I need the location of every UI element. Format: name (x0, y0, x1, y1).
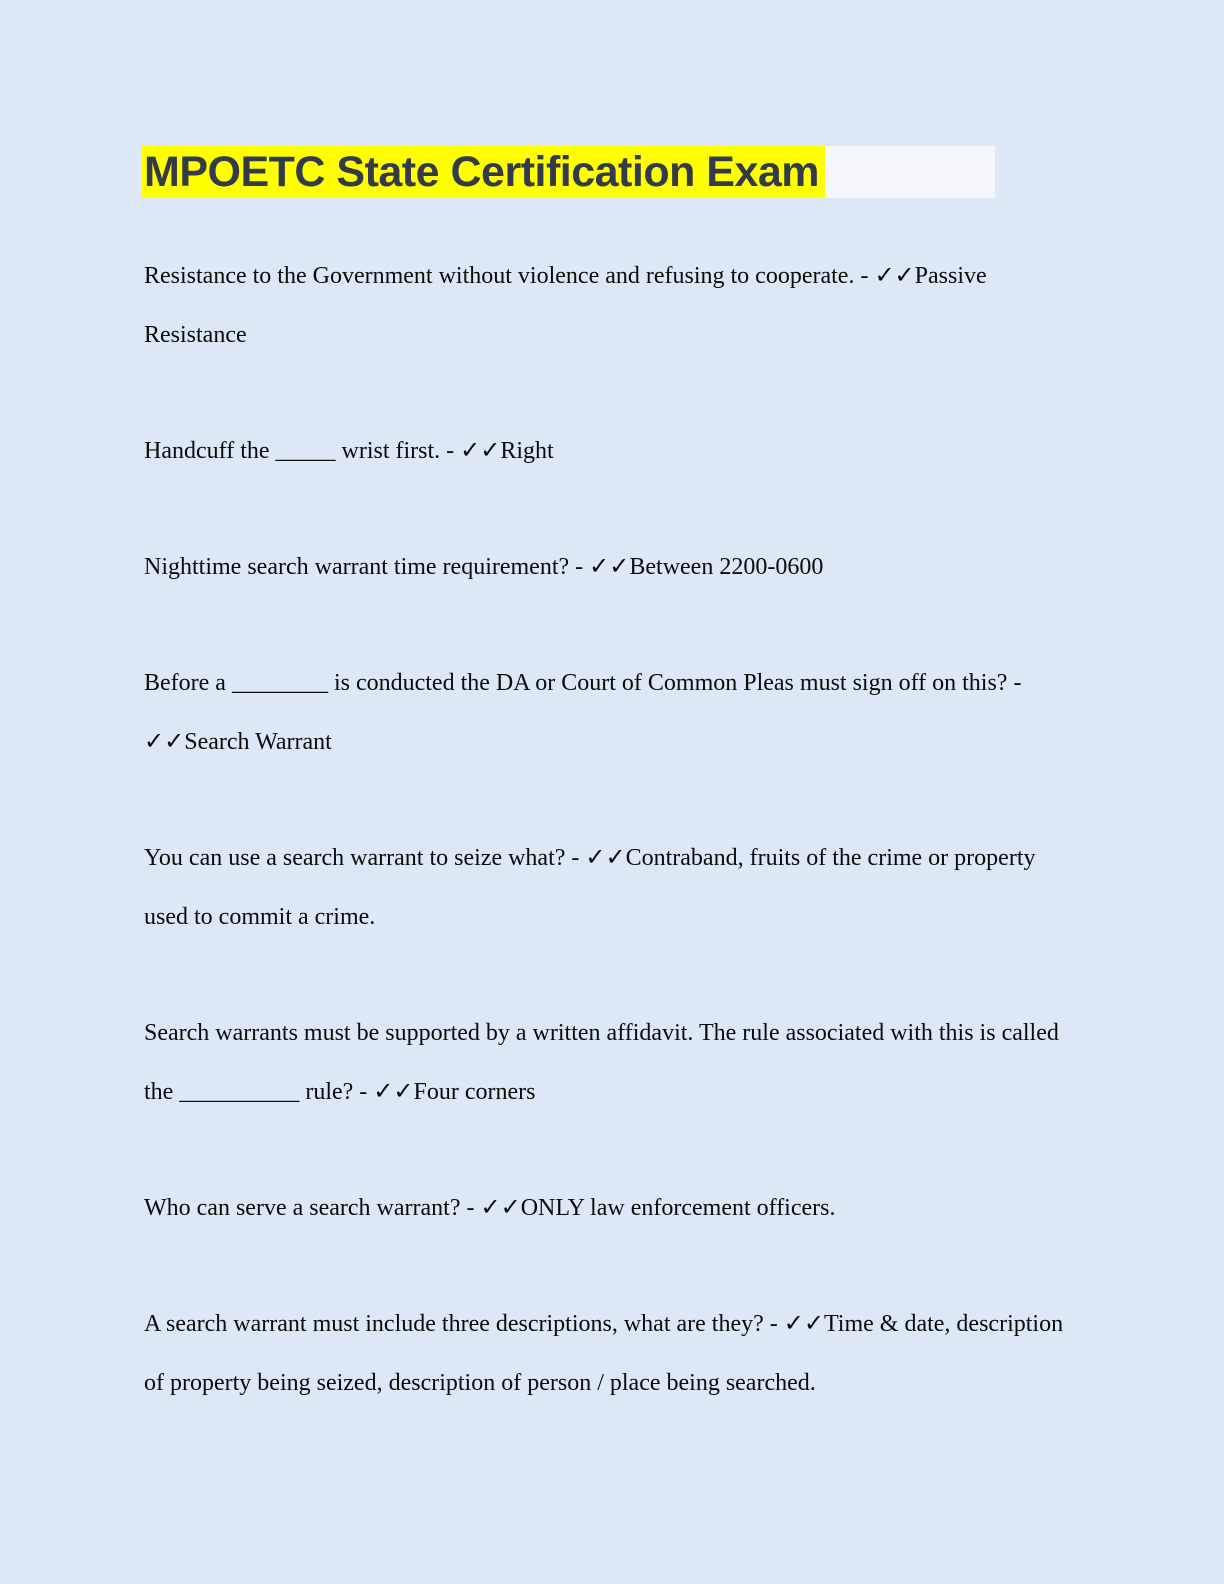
qa-line: the __________ rule? - ✓✓Four corners (144, 1079, 536, 1105)
qa-item (144, 422, 1084, 481)
qa-line: A search warrant must include three descriptions, what are they? - ✓✓Time & date, description (144, 1311, 1064, 1337)
qa-line: Nighttime search warrant time requirement? - ✓✓Between 2200-0600 (144, 554, 824, 580)
title-row (144, 146, 1084, 198)
page-title: MPOETC State Certification Exam (142, 146, 825, 198)
qa-item (144, 1295, 1084, 1413)
qa-line: of property being seized, description of person / place being searched. (144, 1370, 816, 1396)
qa-line: Resistance (144, 322, 247, 348)
qa-line: ✓✓Search Warrant (144, 729, 332, 755)
qa-item (144, 1004, 1084, 1122)
qa-line: Search warrants must be supported by a written affidavit. The rule associated with this is called (144, 1020, 1059, 1046)
qa-item (144, 829, 1084, 947)
qa-list (144, 247, 1084, 1413)
qa-item (144, 1179, 1084, 1238)
qa-line: Handcuff the _____ wrist first. - ✓✓Right (144, 438, 554, 464)
qa-line: You can use a search warrant to seize what? - ✓✓Contraband, fruits of the crime or property (144, 845, 1036, 871)
qa-item (144, 247, 1084, 365)
qa-item (144, 654, 1084, 772)
qa-line: used to commit a crime. (144, 904, 376, 930)
qa-line: Before a ________ is conducted the DA or Court of Common Pleas must sign off on this? - (144, 670, 1022, 696)
title-highlight-tail-box (825, 146, 995, 198)
qa-line: Resistance to the Government without violence and refusing to cooperate. - ✓✓Passive (144, 263, 987, 289)
qa-line: Who can serve a search warrant? - ✓✓ONLY law enforcement officers. (144, 1195, 836, 1221)
qa-item (144, 538, 1084, 597)
